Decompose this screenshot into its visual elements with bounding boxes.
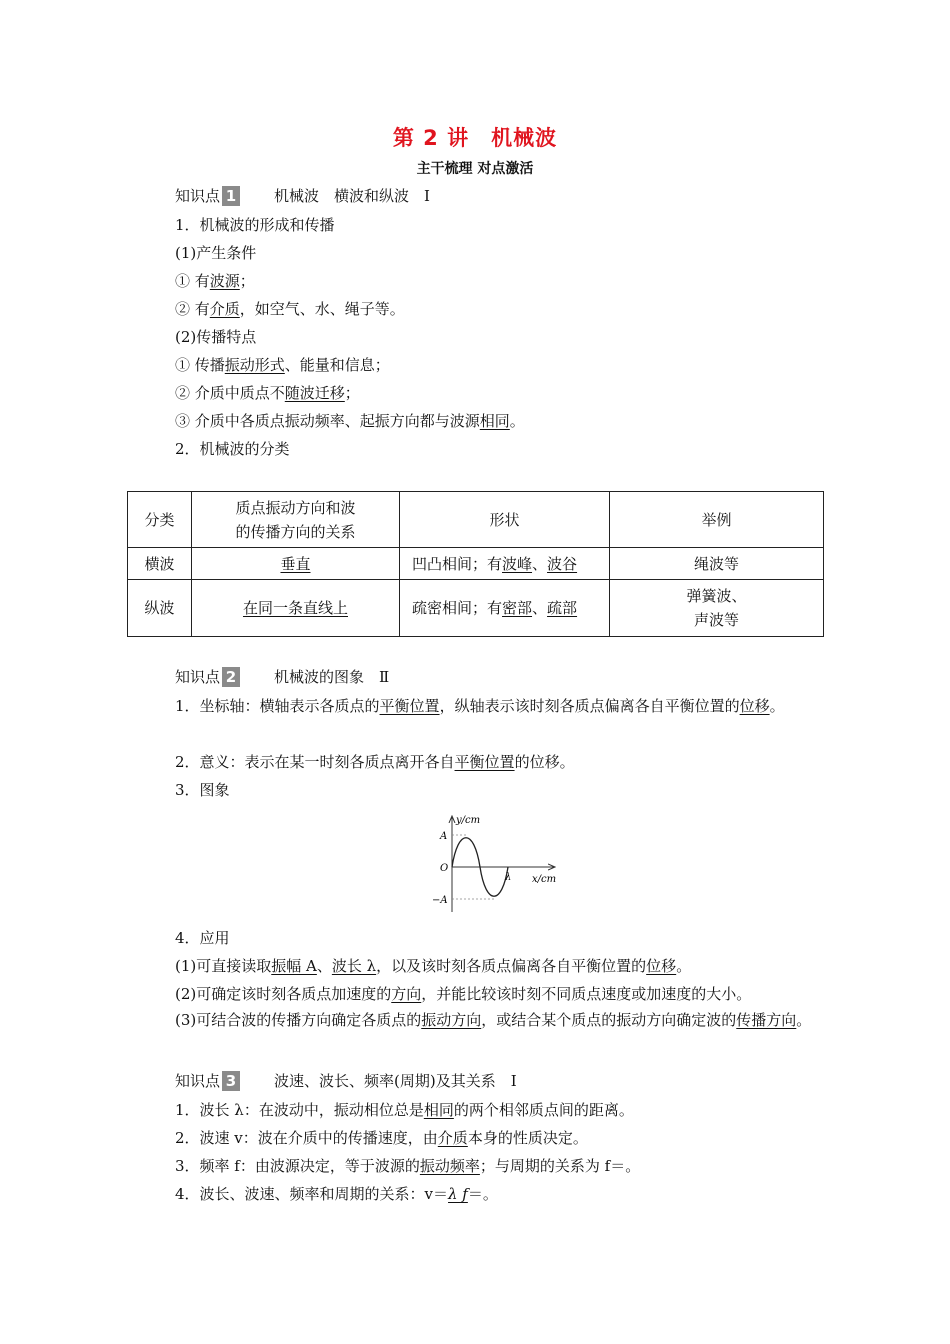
- kp-prefix: 知识点: [175, 668, 221, 686]
- feature-item: ① 传播振动形式、能量和信息；: [175, 356, 390, 374]
- answer-blank: 位移: [739, 697, 770, 715]
- answer-blank: 介质: [209, 300, 240, 318]
- condition-item: ② 有介质，如空气、水、绳子等。: [175, 300, 405, 318]
- answer-blank: 位移: [646, 957, 677, 975]
- answer-blank: 平衡位置: [379, 697, 440, 715]
- application-item: (3)可结合波的传播方向确定各质点的振动方向，或结合某个质点的振动方向确定波的传播方向。: [175, 1011, 812, 1029]
- relation-item: 2．波速 v：波在介质中的传播速度，由介质本身的性质决定。: [175, 1129, 588, 1147]
- table-header-cell: 形状: [400, 492, 610, 548]
- table-cell: 绳波等: [610, 548, 824, 580]
- application-item: (1)可直接读取振幅 A、波长 λ，以及该时刻各质点偏离各自平衡位置的位移。: [175, 957, 692, 975]
- answer-blank: 振动形式: [224, 356, 285, 374]
- section-subtitle: 主干梳理 对点激活: [416, 161, 534, 177]
- knowledge-point-3-heading: [175, 1071, 517, 1091]
- table-header-cell: 举例: [610, 492, 824, 548]
- table-cell: 横波: [128, 548, 192, 580]
- relation-item: 4．波长、波速、频率和周期的关系：v＝λ f＝。: [175, 1185, 498, 1203]
- wave-classification-table: [127, 491, 824, 637]
- knowledge-point-2-heading: [175, 667, 389, 687]
- kp-heading-text: 机械波的图象 Ⅱ: [274, 668, 390, 686]
- answer-blank: 随波迁移: [284, 384, 345, 402]
- answer-blank: 平衡位置: [454, 753, 515, 771]
- table-cell: 疏密相间；有密部、疏部: [400, 580, 610, 637]
- answer-blank: 传播方向: [736, 1011, 797, 1029]
- answer-blank: λ f: [448, 1185, 468, 1203]
- table-cell: 弹簧波、 声波等: [610, 580, 824, 637]
- table-header-row: [128, 492, 824, 548]
- answer-blank: 波长 λ: [331, 957, 377, 975]
- y-axis-label: y/cm: [456, 815, 481, 826]
- feature-item: ③ 介质中各质点振动频率、起振方向都与波源相同。: [175, 412, 525, 430]
- table-header-cell: 分类: [128, 492, 192, 548]
- kp-prefix: 知识点: [175, 187, 221, 205]
- answer-blank: 介质: [437, 1129, 468, 1147]
- knowledge-point-1-heading: [175, 186, 430, 206]
- table-row: [128, 580, 824, 637]
- table-cell: 垂直: [192, 548, 400, 580]
- paragraph: 1．坐标轴：横轴表示各质点的平衡位置，纵轴表示该时刻各质点偏离各自平衡位置的位移。: [175, 697, 785, 715]
- answer-blank: 相同: [423, 1101, 454, 1119]
- table-cell: 在同一条直线上: [192, 580, 400, 637]
- answer-blank: 振动方向: [421, 1011, 482, 1029]
- section-heading: 2．机械波的分类: [175, 440, 290, 458]
- answer-blank: 波源: [209, 272, 240, 290]
- answer-blank: 振动频率: [419, 1157, 480, 1175]
- subsection-heading: (2)传播特点: [175, 328, 257, 346]
- lecture-title: 第 2 讲 机械波: [392, 126, 558, 150]
- section-heading: 1．机械波的形成和传播: [175, 216, 335, 234]
- kp-heading-text: 波速、波长、频率(周期)及其关系 Ⅰ: [274, 1072, 517, 1090]
- table-cell: 凹凸相间；有波峰、波谷: [400, 548, 610, 580]
- wavelength-label: λ: [505, 872, 512, 883]
- kp-number-badge: 3: [222, 1071, 240, 1091]
- paragraph: 2．意义：表示在某一时刻各质点离开各自平衡位置的位移。: [175, 753, 575, 771]
- neg-amplitude-label: −A: [432, 895, 448, 906]
- feature-item: ② 介质中质点不随波迁移；: [175, 384, 360, 402]
- section-heading: 4．应用: [175, 929, 230, 947]
- application-item: (2)可确定该时刻各质点加速度的方向，并能比较该时刻不同质点速度或加速度的大小。: [175, 985, 752, 1003]
- table-header-cell: 质点振动方向和波 的传播方向的关系: [192, 492, 400, 548]
- x-axis-label: x/cm: [532, 874, 557, 885]
- kp-heading-text: 机械波 横波和纵波 Ⅰ: [274, 187, 430, 205]
- kp-number-badge: 2: [222, 667, 240, 687]
- section-heading: 3．图象: [175, 781, 230, 799]
- condition-item: ① 有波源；: [175, 272, 255, 290]
- relation-item: 1．波长 λ：在波动中，振动相位总是相同的两个相邻质点间的距离。: [175, 1101, 634, 1119]
- amplitude-label: A: [440, 831, 448, 842]
- kp-number-badge: 1: [222, 186, 240, 206]
- subsection-heading: (1)产生条件: [175, 244, 257, 262]
- table-cell: 纵波: [128, 580, 192, 637]
- answer-blank: 方向: [391, 985, 422, 1003]
- origin-label: O: [440, 863, 449, 874]
- answer-blank: 相同: [479, 412, 510, 430]
- relation-item: 3．频率 f：由波源决定，等于波源的振动频率；与周期的关系为 f＝。: [175, 1157, 641, 1175]
- kp-prefix: 知识点: [175, 1072, 221, 1090]
- table-row: [128, 548, 824, 580]
- wave-graph: [420, 810, 570, 920]
- answer-blank: 振幅 A: [271, 957, 317, 975]
